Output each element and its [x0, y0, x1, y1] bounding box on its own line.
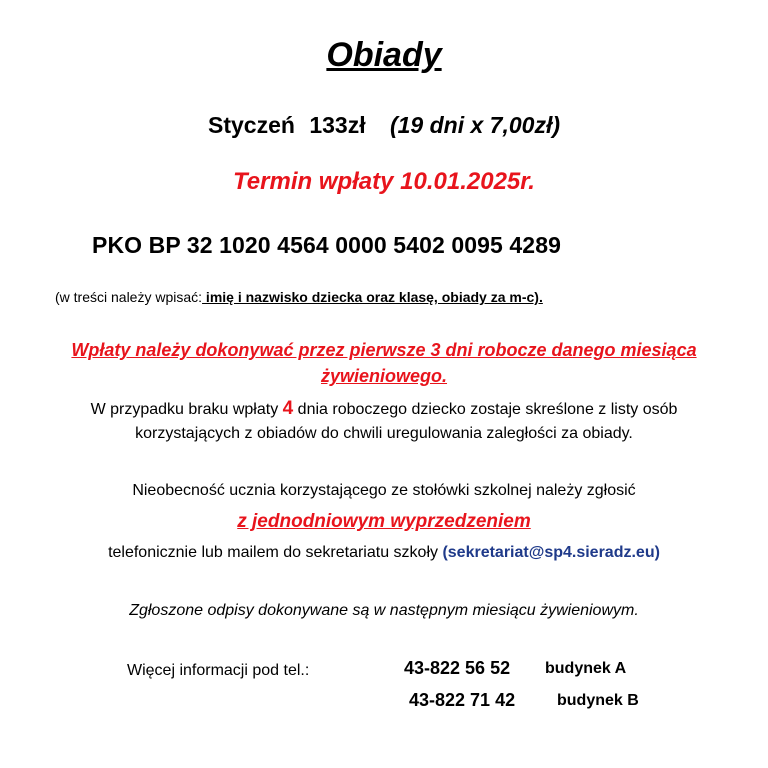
- absence-line-3: [0, 544, 768, 562]
- note-prefix: (w treści należy wpisać:: [55, 289, 203, 305]
- absence-contact-text: telefonicznie lub mailem do sekretariatu szkoły: [108, 544, 443, 561]
- missing-payment-line-1: [0, 398, 768, 420]
- month-name: Styczeń: [208, 112, 295, 138]
- contact-label: Więcej informacji pod tel.:: [127, 662, 310, 679]
- phone-number-b: 43-822 71 42: [409, 690, 516, 710]
- payment-warning-line-1: Wpłaty należy dokonywać przez pierwsze 3 dni robocze danego miesiąca: [71, 340, 697, 360]
- payment-warning-line-2: żywieniowego.: [320, 366, 448, 386]
- missing-payment-line-2: korzystających z obiadów do chwili uregulowania zaległości za obiady.: [135, 425, 633, 442]
- odpisy-note: Zgłoszone odpisy dokonywane są w następnym miesiącu żywieniowym.: [129, 602, 639, 619]
- note-content: imię i nazwisko dziecka oraz klasę, obiady za m-c).: [202, 289, 543, 305]
- absence-notice-advance: z jednodniowym wyprzedzeniem: [237, 511, 531, 532]
- fee-calculation: (19 dni x 7,00zł): [389, 112, 560, 138]
- transfer-title-note: [55, 289, 543, 305]
- page-title: Obiady: [326, 36, 442, 74]
- missing-text-before: W przypadku braku wpłaty: [90, 401, 283, 418]
- phone-number-a: 43-822 56 52: [404, 658, 511, 678]
- month-amount: 133zł: [309, 112, 366, 138]
- absence-line-1: Nieobecność ucznia korzystającego ze stołówki szkolnej należy zgłosić: [132, 482, 636, 499]
- payment-deadline: Termin wpłaty 10.01.2025r.: [233, 168, 535, 195]
- missing-text-after: dnia roboczego dziecko zostaje skreślone z listy osób: [293, 401, 678, 418]
- month-fee-line: [0, 112, 768, 139]
- missing-day-number: 4: [282, 398, 294, 419]
- school-email: (sekretariat@sp4.sieradz.eu): [442, 544, 660, 561]
- building-b-label: budynek B: [557, 692, 639, 709]
- bank-account: PKO BP 32 1020 4564 0000 5402 0095 4289: [92, 232, 561, 258]
- building-a-label: budynek A: [545, 660, 627, 677]
